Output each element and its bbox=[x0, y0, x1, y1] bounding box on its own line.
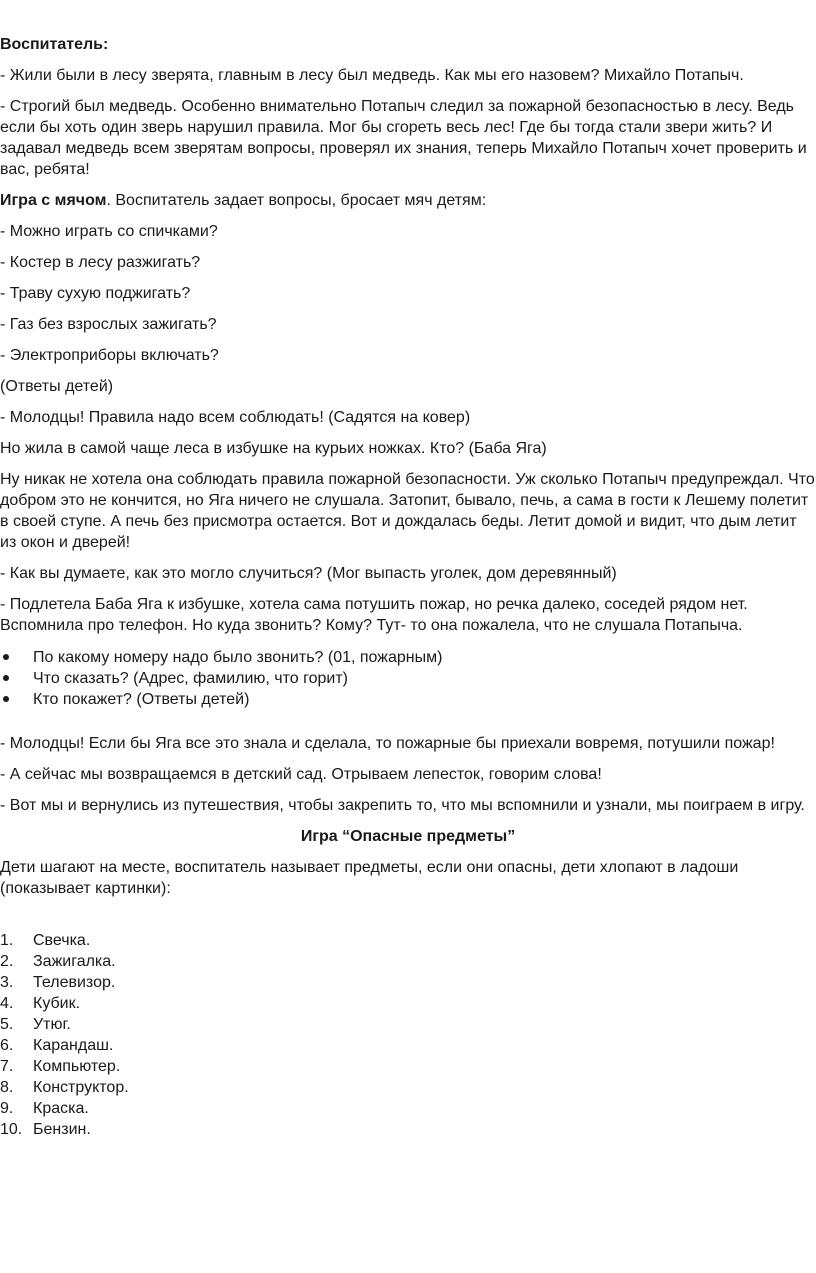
paragraph-how-happened: - Как вы думаете, как это могло случиться? (Мог выпасть уголек, дом деревянный) bbox=[0, 565, 617, 582]
bullet-list bbox=[0, 647, 816, 710]
paragraph-well-done-2: - Молодцы! Если бы Яга все это знала и сделала, то пожарные бы приехали вовремя, потушили пожар! bbox=[0, 735, 775, 752]
item-text: Свечка. bbox=[33, 932, 91, 949]
paragraph-return-garden: - А сейчас мы возвращаемся в детский сад. Отрываем лепесток, говорим слова! bbox=[0, 766, 602, 783]
item-text: Утюг. bbox=[33, 1016, 71, 1033]
item-number: 10. bbox=[0, 1121, 23, 1138]
item-number: 2. bbox=[0, 953, 14, 970]
item-text: Телевизор. bbox=[33, 974, 116, 991]
list-item bbox=[0, 1056, 816, 1077]
paragraph-back-from-trip: - Вот мы и вернулись из путешествия, чтобы закрепить то, что мы вспомнили и узнали, мы поиграем в игру. bbox=[0, 797, 805, 814]
game-ball-description: . Воспитатель задает вопросы, бросает мяч детям: bbox=[106, 192, 487, 209]
item-number: 9. bbox=[0, 1100, 14, 1117]
list-item-text: По какому номеру надо было звонить? (01, пожарным) bbox=[33, 649, 443, 666]
item-number: 5. bbox=[0, 1016, 14, 1033]
item-text: Карандаш. bbox=[33, 1037, 114, 1054]
list-item bbox=[0, 972, 816, 993]
item-text: Зажигалка. bbox=[33, 953, 116, 970]
list-item-text: Что сказать? (Адрес, фамилию, что горит) bbox=[33, 670, 349, 687]
list-item-text: Кто покажет? (Ответы детей) bbox=[33, 691, 250, 708]
item-number: 4. bbox=[0, 995, 14, 1012]
item-number: 7. bbox=[0, 1058, 14, 1075]
item-text: Бензин. bbox=[33, 1121, 91, 1138]
item-number: 1. bbox=[0, 932, 14, 949]
list-item bbox=[0, 647, 816, 668]
question-line: - Траву сухую поджигать? bbox=[0, 285, 191, 302]
numbered-list bbox=[0, 930, 816, 1140]
item-text: Конструктор. bbox=[33, 1079, 129, 1096]
item-number: 3. bbox=[0, 974, 14, 991]
list-item bbox=[0, 951, 816, 972]
list-item bbox=[0, 1119, 816, 1140]
game-dangerous-description: Дети шагают на месте, воспитатель называет предметы, если они опасны, дети хлопают в ладоши (показывает картинки): bbox=[0, 859, 739, 897]
list-item bbox=[0, 1077, 816, 1098]
list-item bbox=[0, 1014, 816, 1035]
heading-educator: Воспитатель: bbox=[0, 36, 109, 53]
paragraph-baba-yaga-story: Ну никак не хотела она соблюдать правила пожарной безопасности. Уж сколько Потапыч предупреждал. Что добром это не кончится, но Яга ничего не слушала. Затопит, бывало, печь, а сама в гости к Лешему полетит в своей ступе. А печь без присмотра остается. Вот и дождалась беды. Летит домой и видит, что дым летит из окон и дверей! bbox=[0, 471, 815, 551]
bullet-icon bbox=[3, 654, 9, 660]
paragraph-intro-1: - Жили были в лесу зверята, главным в лесу был медведь. Как мы его назовем? Михайло Потапыч. bbox=[0, 67, 744, 84]
paragraph-intro-2: - Строгий был медведь. Особенно внимательно Потапыч следил за пожарной безопасностью в лесу. Ведь если бы хоть один зверь нарушил правила. Мог бы сгореть весь лес! Где бы тогда стали звери жить? И задавал медведь всем зверятам вопросы, проверял их знания, теперь Михайло Потапыч хочет проверить и вас, ребята! bbox=[0, 98, 807, 178]
item-text: Кубик. bbox=[33, 995, 81, 1012]
paragraph-game-ball bbox=[0, 190, 816, 211]
question-line: - Газ без взрослых зажигать? bbox=[0, 316, 217, 333]
list-item bbox=[0, 689, 816, 710]
list-item bbox=[0, 668, 816, 689]
list-item bbox=[0, 1098, 816, 1119]
paragraph-flew-up: - Подлетела Баба Яга к избушке, хотела сама потушить пожар, но речка далеко, соседей рядом нет. Вспомнила про телефон. Но куда звонить? Кому? Тут- то она пожалела, что не слушала Потапыча. bbox=[0, 596, 748, 634]
item-number: 6. bbox=[0, 1037, 14, 1054]
question-line: - Костер в лесу разжигать? bbox=[0, 254, 201, 271]
game-ball-title: Игра с мячом bbox=[0, 192, 107, 209]
item-text: Компьютер. bbox=[33, 1058, 121, 1075]
list-item bbox=[0, 993, 816, 1014]
paragraph-baba-yaga-intro: Но жила в самой чаще леса в избушке на курьих ножках. Кто? (Баба Яга) bbox=[0, 440, 547, 457]
list-item bbox=[0, 930, 816, 951]
paragraph-well-done-1: - Молодцы! Правила надо всем соблюдать! (Садятся на ковер) bbox=[0, 409, 471, 426]
question-line: - Можно играть со спичками? bbox=[0, 223, 218, 240]
question-line: - Электроприборы включать? bbox=[0, 347, 219, 364]
item-number: 8. bbox=[0, 1079, 14, 1096]
list-item bbox=[0, 1035, 816, 1056]
item-text: Краска. bbox=[33, 1100, 89, 1117]
bullet-icon bbox=[3, 675, 9, 681]
bullet-icon bbox=[3, 696, 9, 702]
paragraph-answers: (Ответы детей) bbox=[0, 378, 114, 395]
game-dangerous-title: Игра “Опасные предметы” bbox=[300, 828, 516, 845]
